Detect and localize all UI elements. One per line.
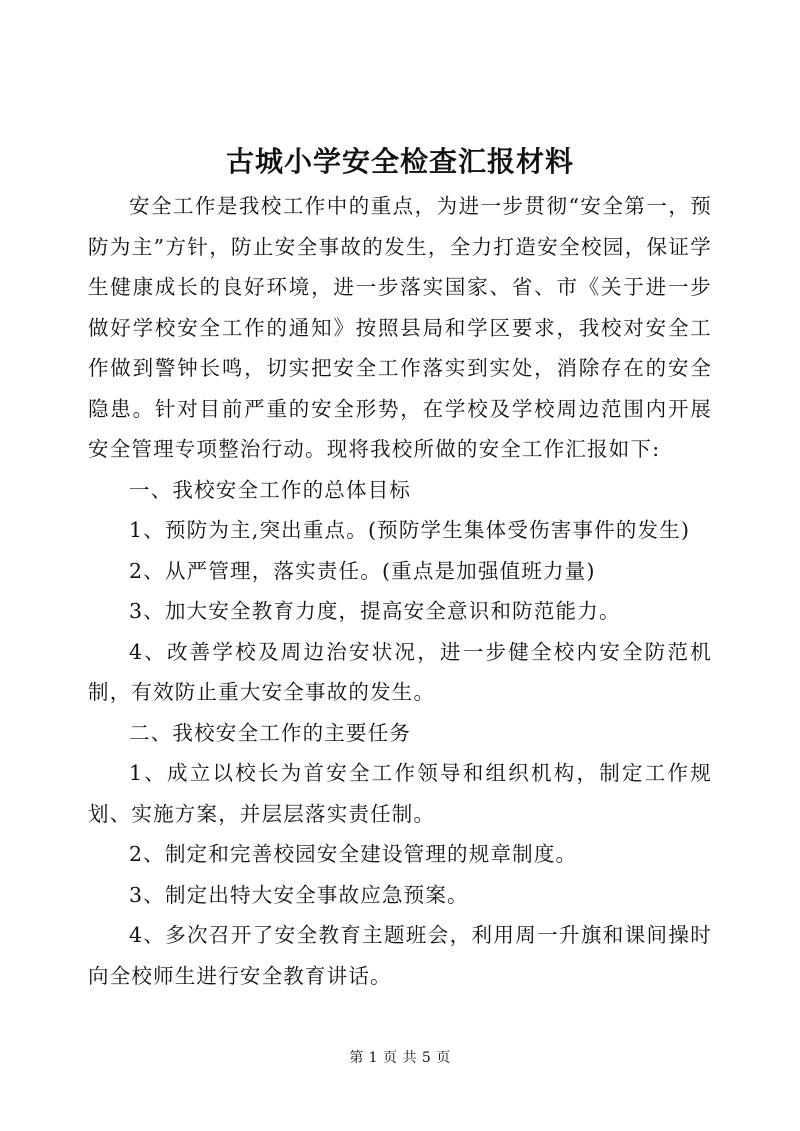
page-footer: 第 1 页 共 5 页 bbox=[349, 1050, 451, 1066]
document-title: 古城小学安全检查汇报材料 bbox=[225, 145, 574, 178]
list-item-task-2: 2、制定和完善校园安全建设管理的规章制度。 bbox=[129, 842, 578, 866]
list-item-goal-2: 2、从严管理，落实责任。(重点是加强值班力量) bbox=[129, 558, 596, 583]
document-body bbox=[88, 186, 712, 996]
list-item-goal-3: 3、加大安全教育力度，提高安全意识和防范能力。 bbox=[129, 599, 621, 623]
list-item-task-4: 4、多次召开了安全教育主题班会，利用周一升旗和课间操时向全校师生进行安全教育讲话。 bbox=[88, 923, 712, 988]
section-heading-goals: 一、我校安全工作的总体目标 bbox=[129, 477, 412, 502]
list-item-goal-1: 1、预防为主,突出重点。(预防学生集体受伤害事件的发生) bbox=[129, 518, 691, 542]
section-heading-tasks: 二、我校安全工作的主要任务 bbox=[129, 720, 412, 745]
list-item-task-1: 1、成立以校长为首安全工作领导和组织机构，制定工作规划、实施方案，并层层落实责任制。 bbox=[88, 761, 712, 826]
list-item-goal-4: 4、改善学校及周边治安状况，进一步健全校内安全防范机制，有效防止重大安全事故的发生。 bbox=[88, 639, 712, 704]
paragraph-intro: 安全工作是我校工作中的重点，为进一步贯彻“安全第一，预防为主”方针，防止安全事故的发生，全力打造安全校园，保证学生健康成长的良好环境，进一步落实国家、省、市《关于进一步做好学校安全工作的通知》按照县局和学区要求，我校对安全工作做到警钟长鸣，切实把安全工作落实到实处，消除存在的安全隐患。针对目前严重的安全形势，在学校及学校周边范围内开展安全管理专项整治行动。现将我校所做的安全工作汇报如下: bbox=[88, 194, 712, 461]
list-item-task-3: 3、制定出特大安全事故应急预案。 bbox=[129, 882, 469, 907]
